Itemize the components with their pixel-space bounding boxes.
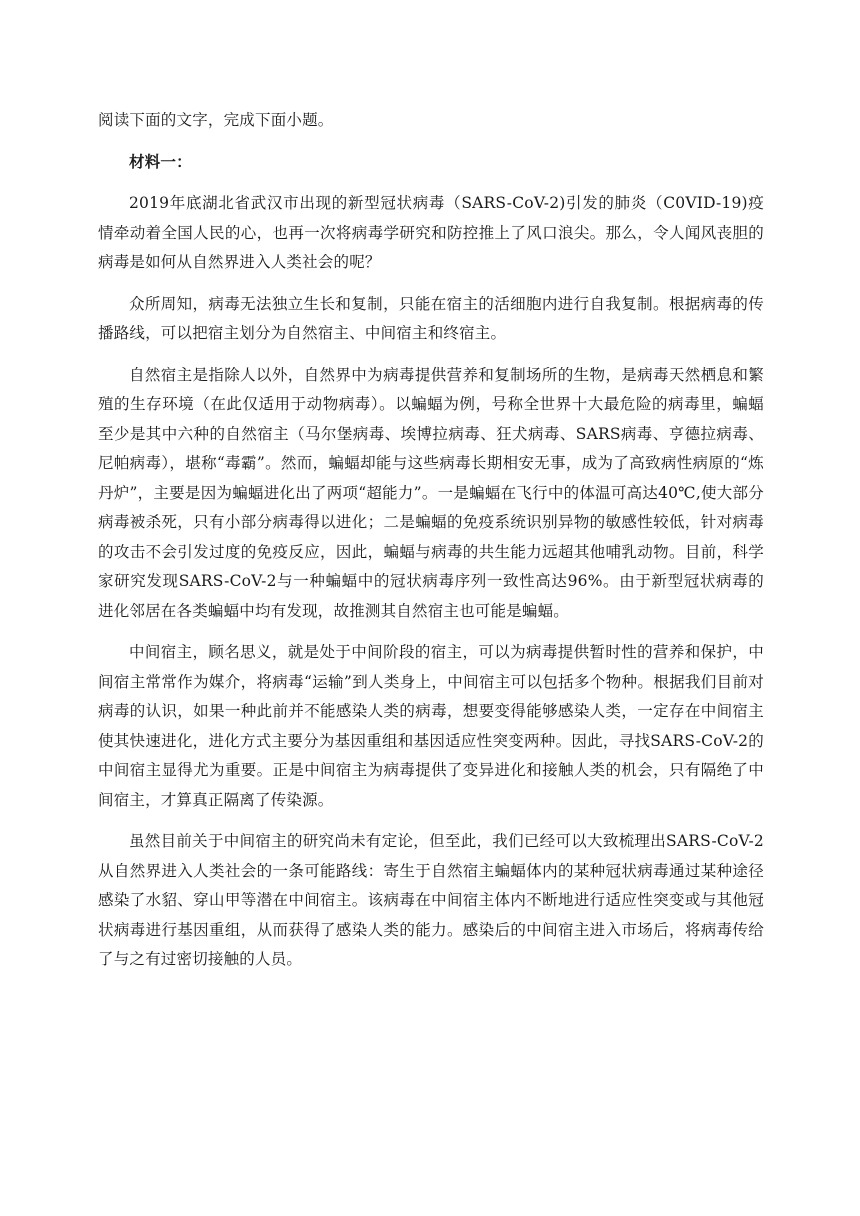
material-heading: 材料一： bbox=[129, 152, 192, 171]
paragraph-transmission-route: 虽然目前关于中间宿主的研究尚未有定论，但至此，我们已经可以大致梳理出SARS-CoV-2从自然界进入人类社会的一条可能路线：寄生于自然宿主蝙蝠体内的某种冠状病毒通过某种途径感染了水貂、穿山甲等潜在中间宿主。该病毒在中间宿主体内不断地进行适应性突变或与其他冠状病毒进行基因重组，从而获得了感染人类的能力。感染后的中间宿主进入市场后，将病毒传给了与之有过密切接触的人员。 bbox=[98, 832, 764, 968]
paragraph-intermediate-host: 中间宿主，顾名思义，就是处于中间阶段的宿主，可以为病毒提供暂时性的营养和保护，中间宿主常常作为媒介，将病毒“运输”到人类身上，中间宿主可以包括多个物种。根据我们目前对病毒的认识，如果一种此前并不能感染人类的病毒，想要变得能够感染人类，一定存在中间宿主使其快速进化，进化方式主要分为基因重组和基因适应性突变两种。因此，寻找SARS-CoV-2的中间宿主显得尤为重要。正是中间宿主为病毒提供了变异进化和接触人类的机会，只有隔绝了中间宿主，才算真正隔离了传染源。 bbox=[98, 643, 764, 809]
paragraph-natural-host: 自然宿主是指除人以外，自然界中为病毒提供营养和复制场所的生物，是病毒天然栖息和繁殖的生存环境（在此仅适用于动物病毒）。以蝙蝠为例，号称全世界十大最危险的病毒里，蝙蝠至少是其中六种的自然宿主（马尔堡病毒、埃博拉病毒、狂犬病毒、SARS病毒、亨德拉病毒、尼帕病毒），堪称“毒霸”。然而，蝙蝠却能与这些病毒长期相安无事，成为了高致病性病原的“炼丹炉”，主要是因为蝙蝠进化出了两项“超能力”。一是蝙蝠在飞行中的体温可高达40℃,使大部分病毒被杀死，只有小部分病毒得以进化；二是蝙蝠的免疫系统识别异物的敏感性较低，针对病毒的攻击不会引发过度的免疫反应，因此，蝙蝠与病毒的共生能力远超其他哺乳动物。目前，科学家研究发现SARS-CoV-2与一种蝙蝠中的冠状病毒序列一致性高达96%。由于新型冠状病毒的进化邻居在各类蝙蝠中均有发现，故推测其自然宿主也可能是蝙蝠。 bbox=[98, 365, 764, 620]
paragraph-intro: 2019年底湖北省武汉市出现的新型冠状病毒（SARS-CoV-2)引发的肺炎（C0VID-19)疫情牵动着全国人民的心，也再一次将病毒学研究和防控推上了风口浪尖。那么，令人闻风丧胆的病毒是如何从自然界进入人类社会的呢？ bbox=[98, 194, 764, 271]
instruction-text: 阅读下面的文字，完成下面小题。 bbox=[98, 111, 334, 129]
document-body bbox=[98, 106, 764, 987]
paragraph-host-types: 众所周知，病毒无法独立生长和复制，只能在宿主的活细胞内进行自我复制。根据病毒的传播路线，可以把宿主划分为自然宿主、中间宿主和终宿主。 bbox=[98, 294, 764, 342]
